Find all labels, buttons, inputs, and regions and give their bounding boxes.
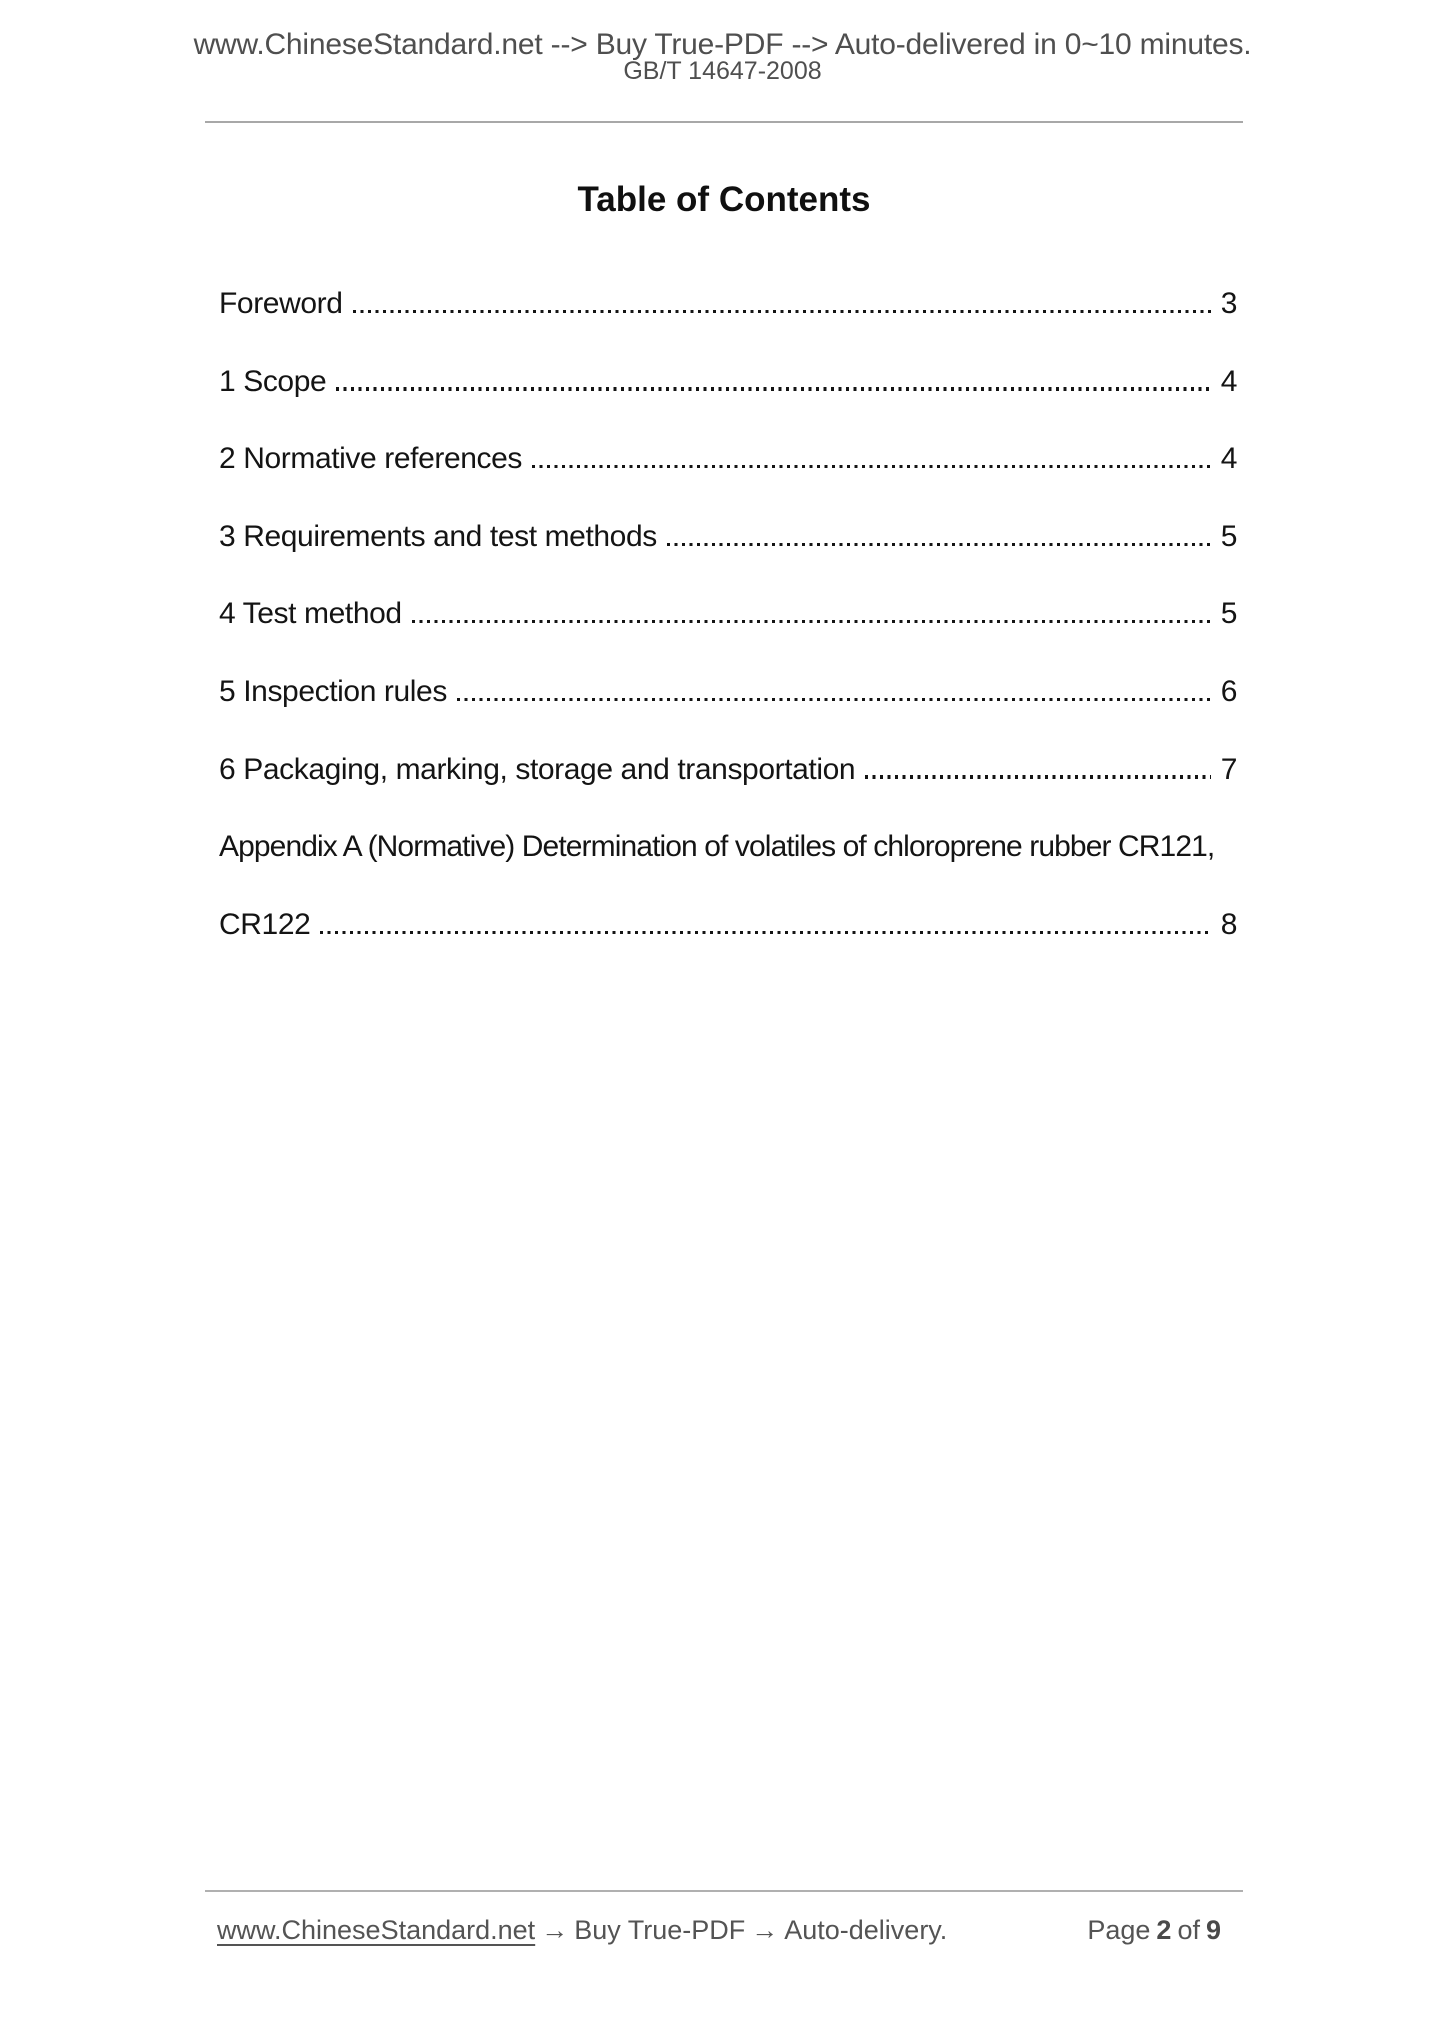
footer-delivery-text: Auto-delivery. <box>784 1915 948 1945</box>
toc-entry-page: 5 <box>1220 597 1237 631</box>
toc-entry-page: 8 <box>1220 907 1237 941</box>
toc-entry[interactable] <box>219 366 1237 398</box>
toc-entry-page: 3 <box>1220 287 1237 320</box>
of-word: of <box>1177 1915 1200 1945</box>
page-footer <box>217 1915 1225 1945</box>
toc-entry-page: 5 <box>1220 519 1237 553</box>
page-word: Page <box>1087 1915 1151 1945</box>
toc-entry[interactable] <box>219 676 1237 708</box>
toc-entry-page: 4 <box>1220 364 1237 398</box>
toc-entry[interactable] <box>219 831 1237 863</box>
toc-entry-page: 6 <box>1220 674 1237 708</box>
toc-entry-leader <box>353 310 1211 313</box>
toc-entry-label: 5 Inspection rules <box>219 674 447 708</box>
toc-entry[interactable] <box>219 521 1237 553</box>
toc-entry-leader <box>532 465 1211 468</box>
footer-divider <box>205 1890 1243 1892</box>
toc-entry-label: Appendix A (Normative) Determination of volatiles of chloroprene rubber CR121, <box>219 830 1215 864</box>
toc-entry-label: 2 Normative references <box>219 442 522 476</box>
toc-entry-page: 4 <box>1220 442 1237 476</box>
right-arrow-icon: → <box>751 1915 779 1945</box>
total-pages-number: 9 <box>1205 1915 1221 1945</box>
toc-entry-leader <box>457 698 1211 701</box>
toc-entry-leader <box>412 620 1211 623</box>
toc-entry[interactable] <box>219 754 1237 786</box>
toc-entry-label: 3 Requirements and test methods <box>219 519 657 553</box>
toc-entry-label: Foreword <box>219 287 343 320</box>
toc-entry-leader <box>865 775 1211 778</box>
toc-entry-label: 1 Scope <box>219 364 327 398</box>
header-promo-text: www.ChineseStandard.net --> Buy True-PDF --> Auto-delivered in 0~10 minutes. <box>193 28 1252 61</box>
right-arrow-icon: → <box>541 1915 569 1945</box>
toc-entry[interactable] <box>219 909 1237 941</box>
current-page-number: 2 <box>1156 1915 1172 1945</box>
toc-entry-label: CR122 <box>219 907 311 941</box>
toc-entry-leader <box>336 387 1210 390</box>
toc-list <box>219 288 1237 986</box>
toc-entry[interactable] <box>219 443 1237 475</box>
header-doc-number: GB/T 14647-2008 <box>623 57 822 85</box>
toc-entry-leader <box>667 543 1211 546</box>
footer-promo <box>217 1915 947 1945</box>
footer-website-link[interactable]: www.ChineseStandard.net <box>217 1915 536 1945</box>
toc-entry-leader <box>320 931 1210 934</box>
page-title: Table of Contents <box>577 180 871 219</box>
footer-buy-text: Buy True-PDF <box>574 1915 746 1945</box>
toc-entry-page: 7 <box>1220 752 1237 786</box>
toc-entry-label: 6 Packaging, marking, storage and transportation <box>219 752 856 786</box>
toc-entry[interactable] <box>219 288 1237 320</box>
page-indicator <box>1085 1915 1225 1945</box>
toc-entry-label: 4 Test method <box>219 597 402 631</box>
header-divider <box>205 121 1243 123</box>
toc-entry[interactable] <box>219 598 1237 630</box>
